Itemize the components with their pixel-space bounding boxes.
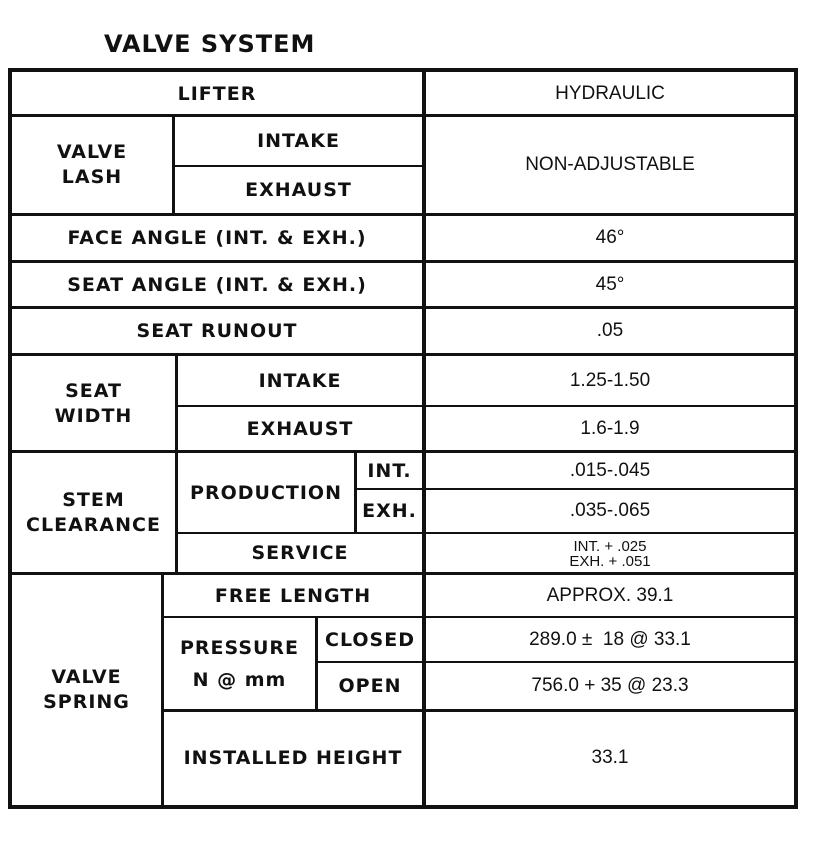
installed-height-label: INSTALLED HEIGHT <box>183 747 403 770</box>
valve-spring-label-line2: SPRING <box>43 691 130 713</box>
seat-runout-label: SEAT RUNOUT <box>136 320 298 343</box>
stem-clearance-int-label: INT. <box>367 459 412 482</box>
valve-lash-label-line2: LASH <box>61 166 123 188</box>
seat-width-label-line1: SEAT <box>65 379 122 402</box>
face-angle-value: 46° <box>595 227 625 249</box>
valve-spring-label <box>12 575 161 805</box>
seat-width-label <box>12 356 175 451</box>
valve-lash-label <box>12 116 172 214</box>
seat-width-intake-value: 1.25-1.50 <box>569 369 651 391</box>
valve-lash-intake-label: INTAKE <box>257 129 340 152</box>
open-label: OPEN <box>338 675 402 698</box>
installed-height-value: 33.1 <box>591 747 629 769</box>
stem-clearance-exh-value: .035-.065 <box>569 500 651 522</box>
pressure-label <box>164 618 315 710</box>
open-value: 756.0 + 35 @ 23.3 <box>531 675 689 697</box>
closed-value: 289.0 ± 18 @ 33.1 <box>529 628 691 650</box>
lifter-label: LIFTER <box>177 82 257 105</box>
stem-clearance-production-label: PRODUCTION <box>190 481 342 504</box>
table-border-bottom <box>8 805 798 809</box>
stem-clearance-label-line2: CLEARANCE <box>26 514 161 536</box>
stem-clearance-exh-label: EXH. <box>362 500 417 523</box>
seat-runout-value: .05 <box>596 320 624 342</box>
stem-clearance-label <box>12 453 175 573</box>
closed-label: CLOSED <box>325 628 415 651</box>
stem-clearance-service-value <box>426 534 794 573</box>
seat-width-label-line2: WIDTH <box>54 404 133 427</box>
table-border-right <box>794 68 798 809</box>
page-title: VALVE SYSTEM <box>104 30 316 58</box>
seat-angle-value: 45° <box>595 273 625 295</box>
seat-width-intake-label: INTAKE <box>258 369 342 392</box>
free-length-value: APPROX. 39.1 <box>546 584 674 606</box>
pressure-label-line2: N @ mm <box>192 669 287 691</box>
lifter-value: HYDRAULIC <box>555 82 665 104</box>
valve-lash-value: NON-ADJUSTABLE <box>525 153 695 175</box>
stem-clearance-service-label: SERVICE <box>251 542 349 565</box>
stem-clearance-service-value-line2: EXH. + .051 <box>569 552 651 570</box>
seat-width-exhaust-value: 1.6-1.9 <box>580 417 640 439</box>
stem-clearance-label-line1: STEM <box>62 489 125 512</box>
valve-lash-exhaust-label: EXHAUST <box>245 179 352 202</box>
face-angle-label: FACE ANGLE (INT. & EXH.) <box>67 227 367 250</box>
stem-clearance-int-value: .015-.045 <box>569 459 651 481</box>
valve-lash-label-line1: VALVE <box>56 141 128 164</box>
seat-width-exhaust-label: EXHAUST <box>246 417 354 440</box>
stem-clearance-service-value-line1: INT. + .025 <box>573 537 647 555</box>
valve-spring-label-line1: VALVE <box>51 666 122 689</box>
seat-angle-label: SEAT ANGLE (INT. & EXH.) <box>67 273 367 296</box>
pressure-label-line1: PRESSURE <box>179 636 300 659</box>
free-length-label: FREE LENGTH <box>214 584 372 607</box>
